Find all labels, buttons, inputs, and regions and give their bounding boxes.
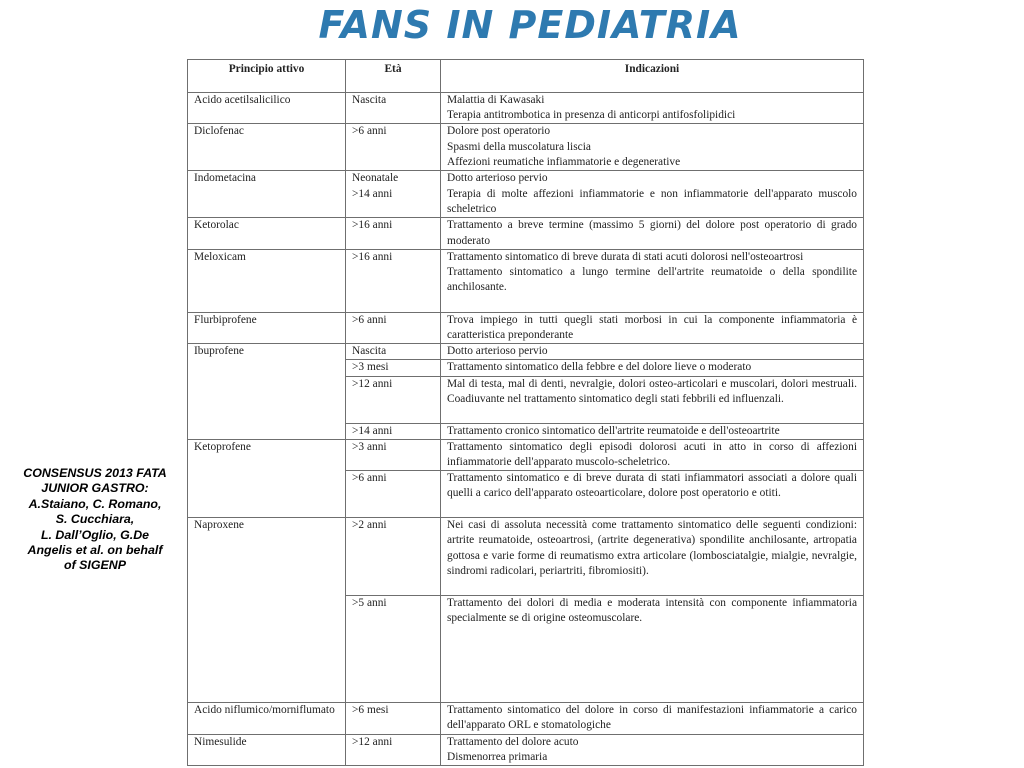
- age-cell: [346, 376, 441, 423]
- indication-cell: [441, 518, 864, 596]
- table-row: [188, 312, 864, 343]
- indication-line: Affezioni reumatiche infiammatorie e degenerative: [447, 155, 681, 168]
- citation-line: L. Dall’Oglio, G.De: [40, 527, 150, 542]
- indication-cell: [441, 596, 864, 703]
- age-cell: [346, 249, 441, 312]
- age-cell: [346, 734, 441, 765]
- age-cell: [346, 423, 441, 439]
- indication-cell: [441, 734, 864, 765]
- age-line: >3 anni: [352, 440, 387, 453]
- indication-cell: [441, 344, 864, 360]
- table-body: [188, 93, 864, 766]
- drug-name: Diclofenac: [188, 124, 346, 171]
- drug-name: Ketoprofene: [188, 439, 346, 517]
- indication-cell: [441, 249, 864, 312]
- page-title: FANS IN PEDIATRIA: [318, 3, 742, 47]
- age-line: >5 anni: [352, 597, 387, 610]
- table-row: [188, 344, 864, 360]
- indication-line: Trattamento del dolore acuto: [447, 735, 579, 748]
- citation-line: S. Cucchiara,: [55, 512, 135, 527]
- indication-cell: [441, 423, 864, 439]
- age-cell: [346, 93, 441, 124]
- table-row: [188, 703, 864, 734]
- age-line: >6 anni: [352, 125, 387, 138]
- drug-name: Flurbiprofene: [188, 312, 346, 343]
- drug-name: Nimesulide: [188, 734, 346, 765]
- age-cell: [346, 312, 441, 343]
- age-line: Nascita: [352, 345, 387, 358]
- indication-line: Trova impiego in tutti quegli stati morbosi in cui la componente infiammatoria è caratteristica preponderante: [447, 313, 857, 342]
- indication-line: Trattamento dei dolori di media e moderata intensità con componente infiammatoria specialmente se di origine osteomuscolare.: [447, 597, 857, 625]
- indication-cell: [441, 360, 864, 376]
- age-cell: [346, 439, 441, 470]
- table-row: [188, 171, 864, 218]
- fans-table: [187, 59, 864, 766]
- citation-line: JUNIOR GASTRO:: [41, 481, 149, 496]
- age-line: >12 anni: [352, 735, 393, 748]
- indication-line: Mal di testa, mal di denti, nevralgie, dolori osteo-articolari e muscolari, dolori mestruali. Coadiuvante nel trattamento sintomatico degli stati febbrili ed influenzali.: [447, 377, 857, 405]
- indication-cell: [441, 171, 864, 218]
- age-line: >3 mesi: [352, 361, 389, 374]
- indication-cell: [441, 471, 864, 518]
- indication-cell: [441, 703, 864, 734]
- drug-name: Indometacina: [188, 171, 346, 218]
- age-cell: [346, 218, 441, 249]
- indication-line: Trattamento sintomatico del dolore in corso di manifestazioni infiammatorie a carico dell'apparato ORL e stomatologiche: [447, 704, 857, 732]
- table-row: [188, 249, 864, 312]
- age-line: >14 anni: [352, 187, 393, 200]
- age-line: >16 anni: [352, 219, 393, 232]
- indication-line: Trattamento sintomatico a lungo termine dell'artrite reumatoide o della spondilite anchilosante.: [447, 266, 857, 294]
- age-cell: [346, 596, 441, 703]
- indication-line: Nei casi di assoluta necessità come trattamento sintomatico delle seguenti condizioni: artrite reumatoide, osteoartrosi, (artrite degenerativa) spondilite anchilosante, artropatia gottosa e varie forme di reumatismo extra articolare (lombosciatalgie, mialgie, nevralgie, sindromi radicolari, periartriti, fibromiositi).: [447, 519, 857, 577]
- indication-line: Trattamento sintomatico e di breve durata di stati infiammatori associati a dolore quali quelli a carico dell'apparato osteoarticolare, dolore post operatorio e otiti.: [447, 472, 857, 500]
- indication-line: Trattamento sintomatico degli episodi dolorosi acuti in atto in corso di affezioni infiammatorie dell'apparato muscolo-scheletrico.: [447, 440, 857, 469]
- age-line: >6 anni: [352, 313, 387, 326]
- table-row: [188, 734, 864, 765]
- header-indicazioni: Indicazioni: [441, 60, 864, 93]
- age-cell: [346, 344, 441, 360]
- indication-line: Spasmi della muscolatura liscia: [447, 140, 591, 153]
- citation-line: Angelis et al. on behalf: [27, 543, 163, 558]
- drug-name: Ketorolac: [188, 218, 346, 249]
- table-row: [188, 439, 864, 470]
- indication-line: Dotto arterioso pervio: [447, 172, 548, 185]
- citation-line: of SIGENP: [64, 558, 126, 573]
- drug-name: Acido acetilsalicilico: [188, 93, 346, 124]
- header-principio-attivo: Principio attivo: [188, 60, 346, 93]
- drug-name: Ibuprofene: [188, 344, 346, 440]
- age-line: >14 anni: [352, 424, 393, 437]
- indication-cell: [441, 439, 864, 470]
- indication-line: Trattamento sintomatico della febbre e del dolore lieve o moderato: [447, 361, 752, 374]
- table-row: [188, 93, 864, 124]
- age-cell: [346, 360, 441, 376]
- age-line: Neonatale: [352, 172, 399, 185]
- table-header-row: [188, 60, 864, 93]
- table-row: [188, 218, 864, 249]
- indication-cell: [441, 218, 864, 249]
- age-line: >6 anni: [352, 472, 387, 485]
- consensus-citation: [6, 466, 184, 574]
- indication-cell: [441, 312, 864, 343]
- indication-cell: [441, 376, 864, 423]
- indication-cell: [441, 124, 864, 171]
- age-line: >12 anni: [352, 377, 393, 390]
- indication-line: Terapia antitrombotica in presenza di anticorpi antifosfolipidici: [447, 109, 736, 122]
- age-line: >16 anni: [352, 250, 393, 263]
- age-cell: [346, 124, 441, 171]
- table-row: [188, 518, 864, 596]
- drug-name: Acido niflumico/morniflumato: [188, 703, 346, 734]
- table-row: [188, 124, 864, 171]
- citation-line: A.Staiano, C. Romano,: [28, 496, 162, 511]
- age-line: Nascita: [352, 94, 387, 106]
- age-cell: [346, 703, 441, 734]
- age-cell: [346, 171, 441, 218]
- indication-line: Dotto arterioso pervio: [447, 345, 548, 358]
- drug-name: Naproxene: [188, 518, 346, 703]
- age-line: >2 anni: [352, 519, 387, 532]
- age-cell: [346, 518, 441, 596]
- indication-cell: [441, 93, 864, 124]
- citation-line: CONSENSUS 2013 FATA: [23, 466, 167, 480]
- indication-line: Dolore post operatorio: [447, 125, 551, 138]
- indication-line: Trattamento cronico sintomatico dell'artrite reumatoide e dell'osteoartrite: [447, 424, 780, 437]
- indication-line: Malattia di Kawasaki: [447, 94, 545, 106]
- indication-line: Trattamento sintomatico di breve durata di stati acuti dolorosi nell'osteoartrosi: [447, 250, 804, 263]
- indication-line: Trattamento a breve termine (massimo 5 giorni) del dolore post operatorio di grado moderato: [447, 219, 857, 247]
- header-eta: Età: [346, 60, 441, 93]
- age-line: >6 mesi: [352, 704, 389, 717]
- age-cell: [346, 471, 441, 518]
- drug-name: Meloxicam: [188, 249, 346, 312]
- indication-line: Dismenorrea primaria: [447, 750, 548, 763]
- indication-line: Terapia di molte affezioni infiammatorie e non infiammatorie dell'apparato muscolo scheletrico: [447, 187, 857, 215]
